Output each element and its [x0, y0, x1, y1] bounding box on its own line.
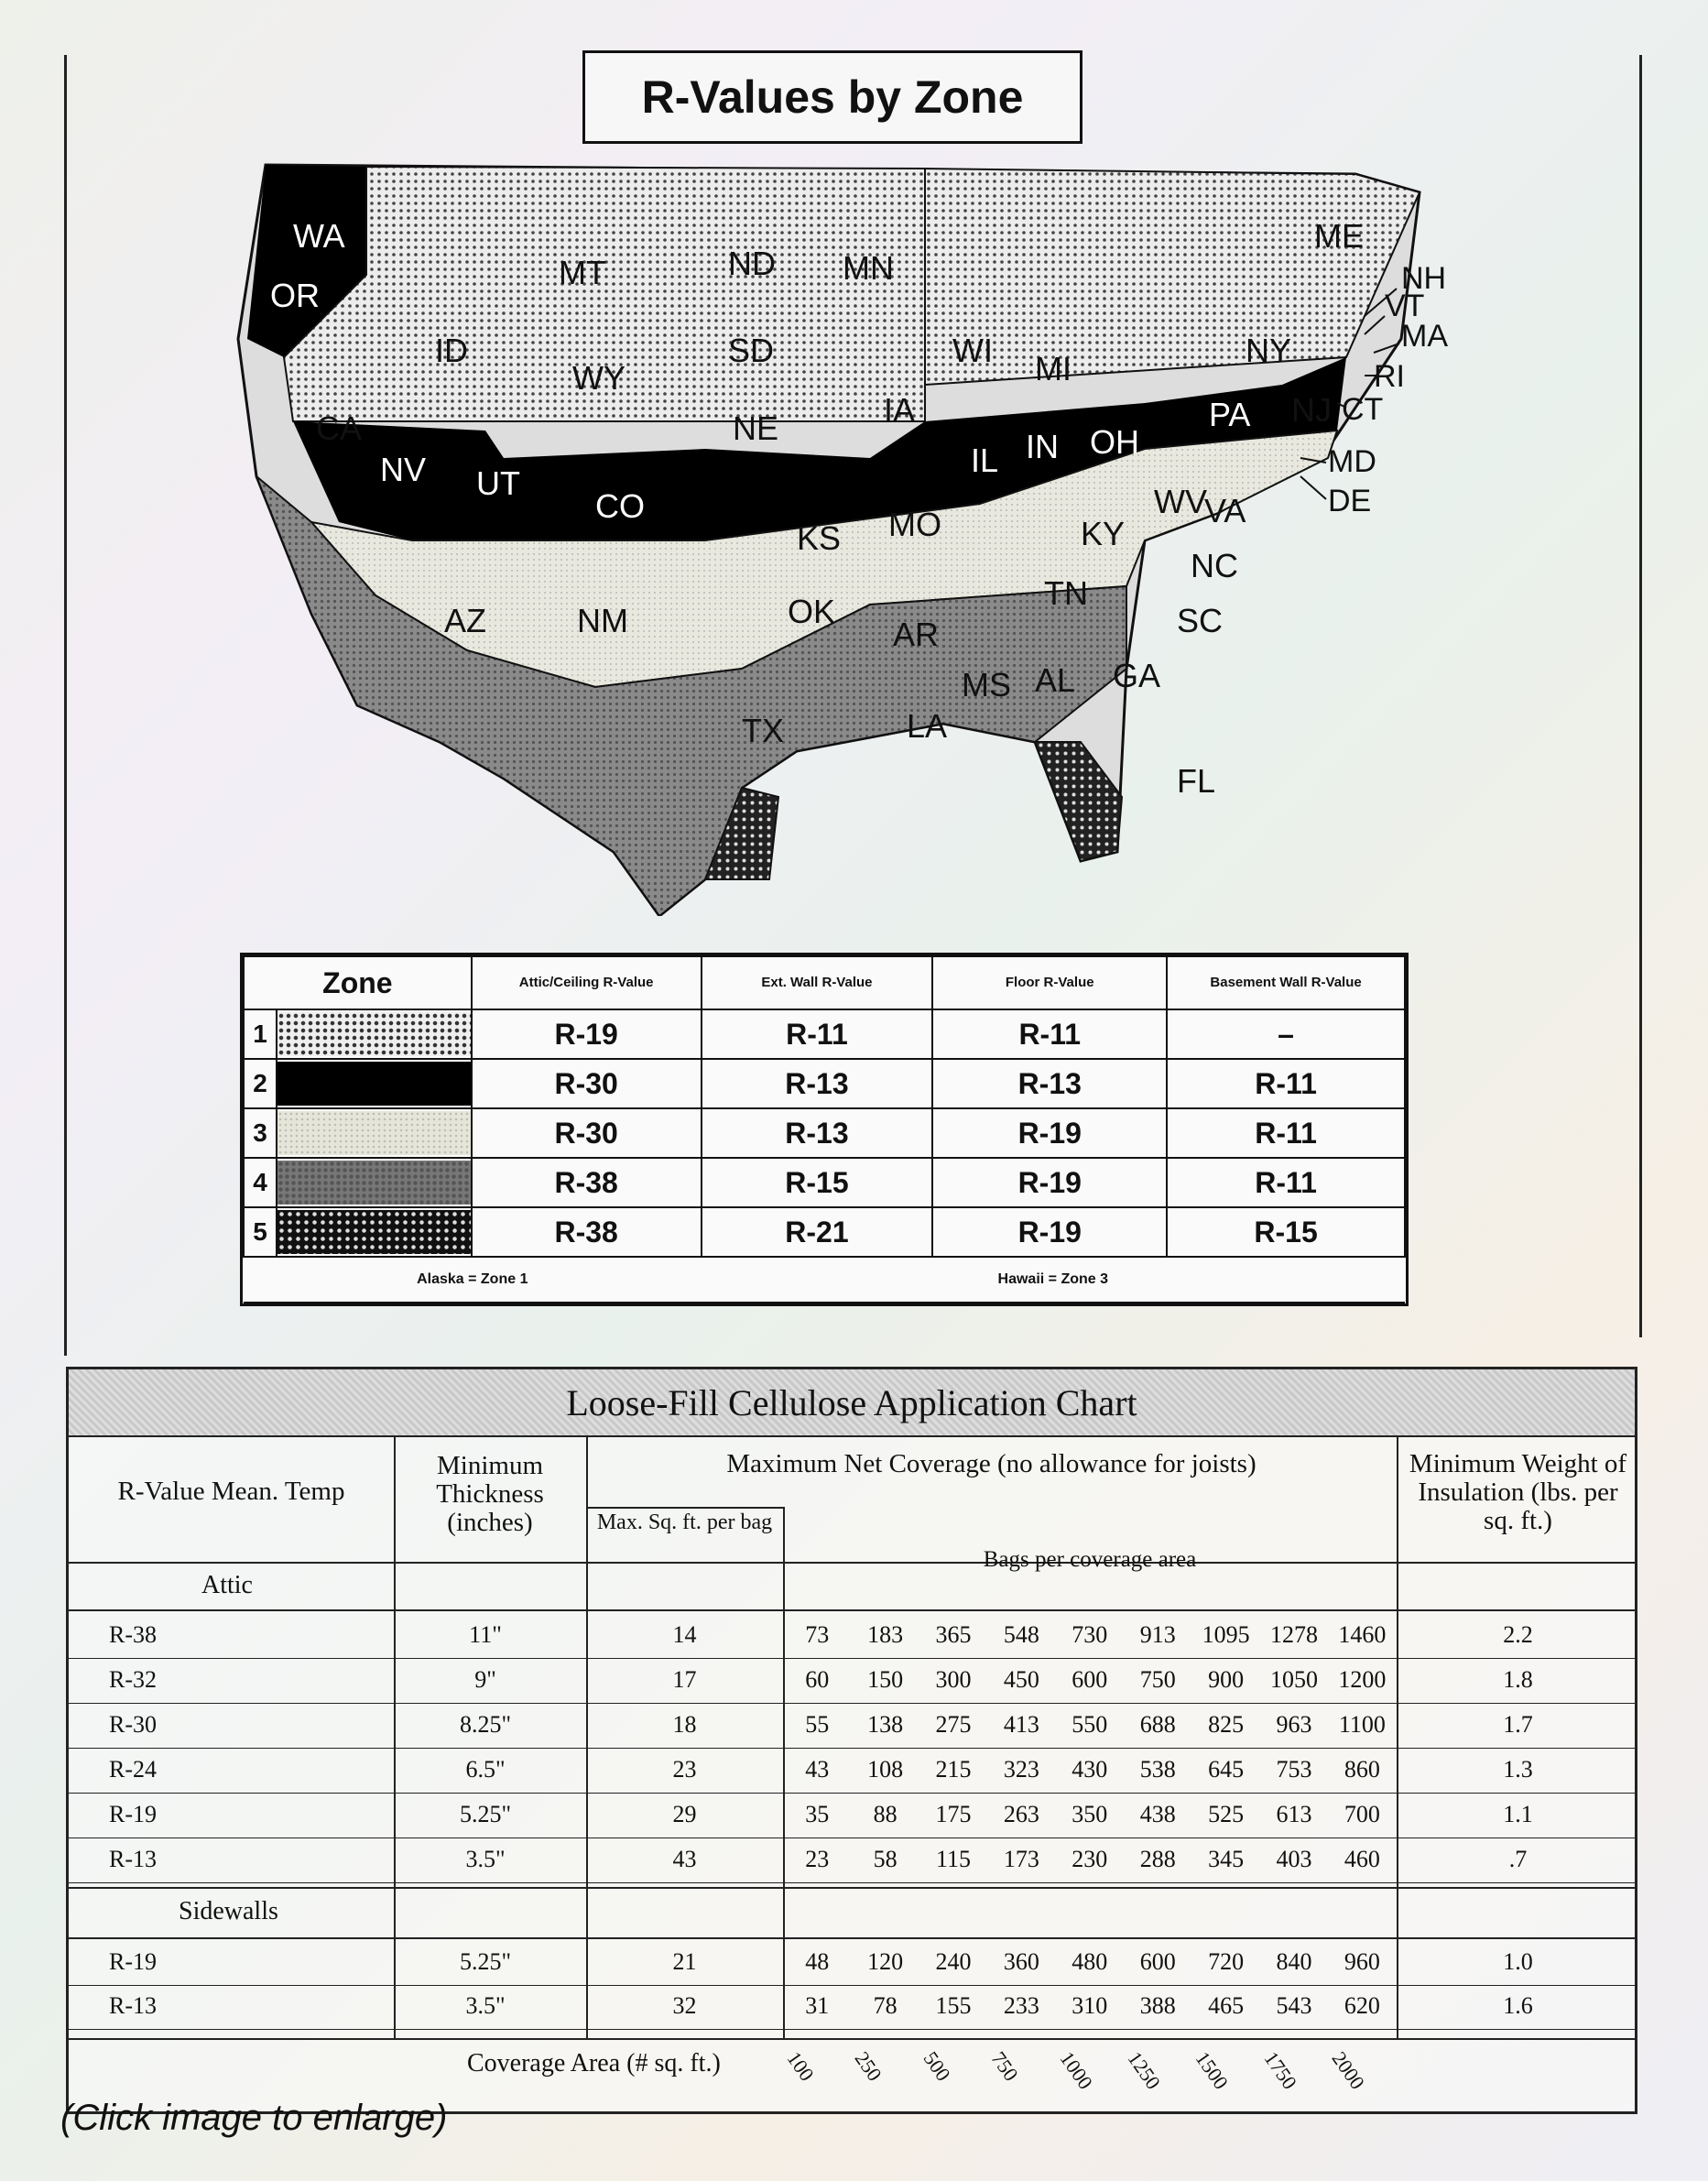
label-wy: WY [572, 359, 626, 397]
bag-count: 525 [1208, 1801, 1245, 1827]
hawaii-note: Hawaii = Zone 3 [702, 1257, 1405, 1303]
header-wall: Ext. Wall R-Value [702, 956, 933, 1009]
row-weight: 1.6 [1503, 1992, 1533, 2019]
enlarge-caption[interactable]: (Click image to enlarge) [60, 2098, 448, 2138]
bag-count: 55 [805, 1711, 830, 1738]
col-bags: Bags per coverage area [983, 1547, 1197, 1572]
bag-count: 73 [805, 1621, 830, 1648]
cellulose-title: Loose-Fill Cellulose Application Chart [69, 1369, 1635, 1437]
coverage-label: Coverage Area (# sq. ft.) [467, 2049, 721, 2077]
label-ma: MA [1401, 319, 1448, 354]
label-ri: RI [1374, 359, 1405, 394]
row-sqft: 43 [672, 1846, 697, 1872]
row-thickness: 3.5" [465, 1992, 506, 2019]
label-ga: GA [1113, 657, 1161, 694]
label-ct: CT [1342, 392, 1384, 427]
bag-count: 860 [1344, 1756, 1380, 1783]
bag-count: 138 [867, 1711, 904, 1738]
header-attic: Attic/Ceiling R-Value [472, 956, 702, 1009]
row-rvalue: R-13 [109, 1992, 157, 2019]
row-weight: .7 [1508, 1846, 1528, 1872]
label-tx: TX [742, 712, 785, 749]
bag-count: 115 [935, 1846, 972, 1872]
bag-count: 538 [1139, 1756, 1176, 1783]
coverage-area-label: 1500 [1191, 2047, 1234, 2094]
bag-count: 365 [935, 1621, 972, 1648]
coverage-area-label: 2000 [1327, 2047, 1370, 2094]
row-sqft: 17 [672, 1666, 697, 1693]
label-mi: MI [1035, 350, 1072, 387]
zone-row [244, 1009, 1405, 1059]
label-az: AZ [444, 602, 487, 639]
label-ne: NE [733, 409, 779, 447]
label-fl: FL [1177, 762, 1216, 800]
floor-value: R-19 [932, 1207, 1167, 1257]
coverage-area-label: 1000 [1055, 2047, 1097, 2094]
label-nm: NM [577, 602, 628, 639]
row-weight: 1.8 [1503, 1666, 1533, 1693]
bag-count: 753 [1276, 1756, 1312, 1783]
bag-count: 1095 [1202, 1621, 1250, 1648]
row-sqft: 18 [672, 1711, 697, 1738]
bag-count: 825 [1208, 1711, 1245, 1738]
floor-value: R-13 [932, 1059, 1167, 1108]
row-thickness: 5.25" [459, 1801, 512, 1827]
col-rvalue: R-Value Mean. Temp [117, 1477, 345, 1506]
coverage-area-label: 100 [782, 2047, 819, 2086]
bag-count: 360 [1003, 1948, 1039, 1975]
bag-count: 613 [1276, 1801, 1312, 1827]
label-al: AL [1035, 661, 1076, 699]
bag-count: 345 [1208, 1846, 1245, 1872]
zone-swatch [277, 1059, 472, 1108]
bag-count: 108 [867, 1756, 904, 1783]
header-floor: Floor R-Value [932, 956, 1167, 1009]
bag-count: 600 [1072, 1666, 1108, 1693]
bag-count: 543 [1276, 1992, 1312, 2019]
basement-value: R-15 [1167, 1207, 1405, 1257]
label-id: ID [435, 332, 468, 369]
zone-rvalue-table [240, 953, 1409, 1306]
attic-value: R-38 [472, 1158, 702, 1207]
bag-count: 913 [1139, 1621, 1176, 1648]
row-thickness: 9" [474, 1666, 496, 1693]
row-weight: 1.7 [1503, 1711, 1533, 1738]
label-wa: WA [293, 217, 345, 255]
attic-value: R-19 [472, 1009, 702, 1059]
bag-count: 155 [935, 1992, 972, 2019]
bag-count: 275 [935, 1711, 972, 1738]
bag-count: 548 [1003, 1621, 1039, 1648]
basement-value: – [1167, 1009, 1405, 1059]
label-ar: AR [893, 616, 940, 653]
zone1-northeast [925, 169, 1420, 385]
cellulose-chart [66, 1367, 1637, 2114]
label-vt: VT [1385, 289, 1425, 323]
bag-count: 58 [873, 1846, 898, 1872]
basement-value: R-11 [1167, 1158, 1405, 1207]
floor-value: R-19 [932, 1108, 1167, 1158]
label-md: MD [1328, 444, 1376, 479]
col-thickness: Minimum Thickness (inches) [436, 1451, 544, 1537]
bag-count: 288 [1139, 1846, 1176, 1872]
bag-count: 150 [867, 1666, 904, 1693]
coverage-area-label: 750 [986, 2047, 1024, 2086]
row-rvalue: R-13 [109, 1846, 157, 1872]
bag-count: 233 [1003, 1992, 1039, 2019]
label-nc: NC [1191, 547, 1238, 584]
bag-count: 460 [1344, 1846, 1380, 1872]
row-sqft: 32 [672, 1992, 697, 2019]
col-coverage: Maximum Net Coverage (no allowance for joists) [726, 1449, 1257, 1478]
left-border [64, 55, 67, 1356]
row-rvalue: R-38 [109, 1621, 157, 1648]
zone-row [244, 1108, 1405, 1158]
map-title: R-Values by Zone [582, 50, 1082, 144]
label-ut: UT [476, 464, 520, 502]
bag-count: 840 [1276, 1948, 1312, 1975]
row-weight: 1.0 [1503, 1948, 1533, 1975]
label-pa: PA [1209, 396, 1251, 433]
label-co: CO [595, 487, 645, 525]
bag-count: 1460 [1338, 1621, 1387, 1648]
label-me: ME [1314, 217, 1364, 255]
row-thickness: 5.25" [459, 1948, 512, 1975]
bag-count: 60 [805, 1666, 830, 1693]
basement-value: R-11 [1167, 1059, 1405, 1108]
bag-count: 173 [1003, 1846, 1039, 1872]
wall-value: R-11 [702, 1009, 933, 1059]
bag-count: 120 [867, 1948, 904, 1975]
label-sc: SC [1177, 602, 1224, 639]
label-nh: NH [1401, 261, 1447, 296]
header-basement: Basement Wall R-Value [1167, 956, 1405, 1009]
bag-count: 215 [935, 1756, 972, 1783]
bag-count: 48 [805, 1948, 830, 1975]
bag-count: 413 [1003, 1711, 1039, 1738]
bag-count: 1050 [1269, 1666, 1318, 1693]
bag-count: 430 [1072, 1756, 1108, 1783]
row-thickness: 8.25" [459, 1711, 512, 1738]
bag-count: 465 [1208, 1992, 1245, 2019]
bag-count: 88 [873, 1801, 898, 1827]
coverage-area-label: 1750 [1259, 2047, 1302, 2094]
bag-count: 43 [805, 1756, 830, 1783]
row-sqft: 23 [672, 1756, 697, 1783]
label-nv: NV [380, 451, 427, 488]
bag-count: 1278 [1269, 1621, 1318, 1648]
label-mt: MT [559, 254, 606, 291]
wall-value: R-13 [702, 1108, 933, 1158]
bag-count: 183 [867, 1621, 904, 1648]
bag-count: 688 [1139, 1711, 1176, 1738]
label-mo: MO [888, 506, 941, 543]
label-ok: OK [788, 593, 836, 630]
zone-number: 4 [244, 1158, 277, 1207]
label-mn: MN [843, 249, 894, 287]
bag-count: 550 [1072, 1711, 1108, 1738]
bag-count: 700 [1344, 1801, 1380, 1827]
bag-count: 645 [1208, 1756, 1245, 1783]
section-sidewalls: Sidewalls [179, 1897, 278, 1925]
label-oh: OH [1090, 423, 1139, 461]
row-sqft: 29 [672, 1801, 697, 1827]
bag-count: 480 [1072, 1948, 1108, 1975]
row-weight: 1.1 [1503, 1801, 1533, 1827]
label-ky: KY [1081, 515, 1126, 552]
bag-count: 175 [935, 1801, 972, 1827]
label-ks: KS [797, 519, 842, 557]
bag-count: 1200 [1338, 1666, 1387, 1693]
label-ny: NY [1246, 332, 1292, 369]
zone-swatch [277, 1009, 472, 1059]
floor-value: R-19 [932, 1158, 1167, 1207]
label-in: IN [1026, 428, 1059, 465]
right-border [1639, 55, 1642, 1337]
attic-value: R-30 [472, 1108, 702, 1158]
zone-number: 5 [244, 1207, 277, 1257]
floor-value: R-11 [932, 1009, 1167, 1059]
row-sqft: 14 [672, 1621, 697, 1648]
section-attic: Attic [201, 1571, 253, 1599]
row-rvalue: R-32 [109, 1666, 157, 1693]
zone-number: 1 [244, 1009, 277, 1059]
label-il: IL [971, 442, 999, 479]
coverage-area-label: 250 [850, 2047, 887, 2086]
row-weight: 2.2 [1503, 1621, 1533, 1648]
row-rvalue: R-19 [109, 1801, 157, 1827]
row-rvalue: R-24 [109, 1756, 157, 1783]
row-rvalue: R-19 [109, 1948, 157, 1975]
us-map-svg [229, 156, 1474, 916]
wall-value: R-13 [702, 1059, 933, 1108]
row-thickness: 3.5" [465, 1846, 506, 1872]
bag-count: 240 [935, 1948, 972, 1975]
bag-count: 960 [1344, 1948, 1380, 1975]
label-sd: SD [728, 332, 775, 369]
bag-count: 300 [935, 1666, 972, 1693]
bag-count: 720 [1208, 1948, 1245, 1975]
label-or: OR [270, 277, 320, 314]
label-de: DE [1328, 484, 1372, 518]
row-weight: 1.3 [1503, 1756, 1533, 1783]
header-zone: Zone [244, 956, 472, 1009]
zone-swatch [277, 1158, 472, 1207]
bag-count: 31 [805, 1992, 830, 2019]
zone-swatch [277, 1207, 472, 1257]
bag-count: 35 [805, 1801, 830, 1827]
row-thickness: 11" [469, 1621, 502, 1648]
bag-count: 1100 [1338, 1711, 1386, 1738]
bag-count: 620 [1344, 1992, 1380, 2019]
label-ca: CA [316, 409, 363, 447]
bag-count: 963 [1276, 1711, 1312, 1738]
bag-count: 750 [1139, 1666, 1176, 1693]
col-weight: Minimum Weight of Insulation (lbs. per sq. ft.) [1409, 1449, 1627, 1535]
us-zone-map [229, 156, 1474, 916]
row-sqft: 21 [672, 1948, 697, 1975]
label-ia: IA [884, 391, 916, 429]
bag-count: 323 [1003, 1756, 1039, 1783]
bag-count: 263 [1003, 1801, 1039, 1827]
bag-count: 900 [1208, 1666, 1245, 1693]
zone-row [244, 1207, 1405, 1257]
zone-number: 3 [244, 1108, 277, 1158]
bag-count: 78 [873, 1992, 898, 2019]
label-la: LA [907, 707, 948, 745]
label-va: VA [1204, 492, 1246, 529]
attic-value: R-30 [472, 1059, 702, 1108]
bag-count: 388 [1139, 1992, 1176, 2019]
label-tn: TN [1044, 574, 1088, 612]
zone-row [244, 1059, 1405, 1108]
bag-count: 438 [1139, 1801, 1176, 1827]
wall-value: R-21 [702, 1207, 933, 1257]
label-wi: WI [952, 332, 993, 369]
alaska-note: Alaska = Zone 1 [244, 1257, 702, 1303]
label-ms: MS [962, 666, 1011, 703]
bag-count: 403 [1276, 1846, 1312, 1872]
bag-count: 730 [1072, 1621, 1108, 1648]
col-maxsq: Max. Sq. ft. per bag [596, 1510, 773, 1534]
coverage-area-label: 500 [919, 2047, 955, 2086]
coverage-area-label: 1250 [1123, 2047, 1166, 2094]
bag-count: 230 [1072, 1846, 1108, 1872]
bag-count: 450 [1003, 1666, 1039, 1693]
bag-count: 600 [1139, 1948, 1176, 1975]
attic-value: R-38 [472, 1207, 702, 1257]
zone-swatch [277, 1108, 472, 1158]
wall-value: R-15 [702, 1158, 933, 1207]
bag-count: 350 [1072, 1801, 1108, 1827]
zone-row [244, 1158, 1405, 1207]
label-nj: NJ [1291, 391, 1332, 429]
basement-value: R-11 [1167, 1108, 1405, 1158]
bag-count: 310 [1072, 1992, 1108, 2019]
bag-count: 23 [805, 1846, 830, 1872]
row-thickness: 6.5" [465, 1756, 506, 1783]
row-rvalue: R-30 [109, 1711, 157, 1738]
zone-number: 2 [244, 1059, 277, 1108]
label-nd: ND [728, 245, 776, 282]
label-wv: WV [1154, 483, 1207, 520]
